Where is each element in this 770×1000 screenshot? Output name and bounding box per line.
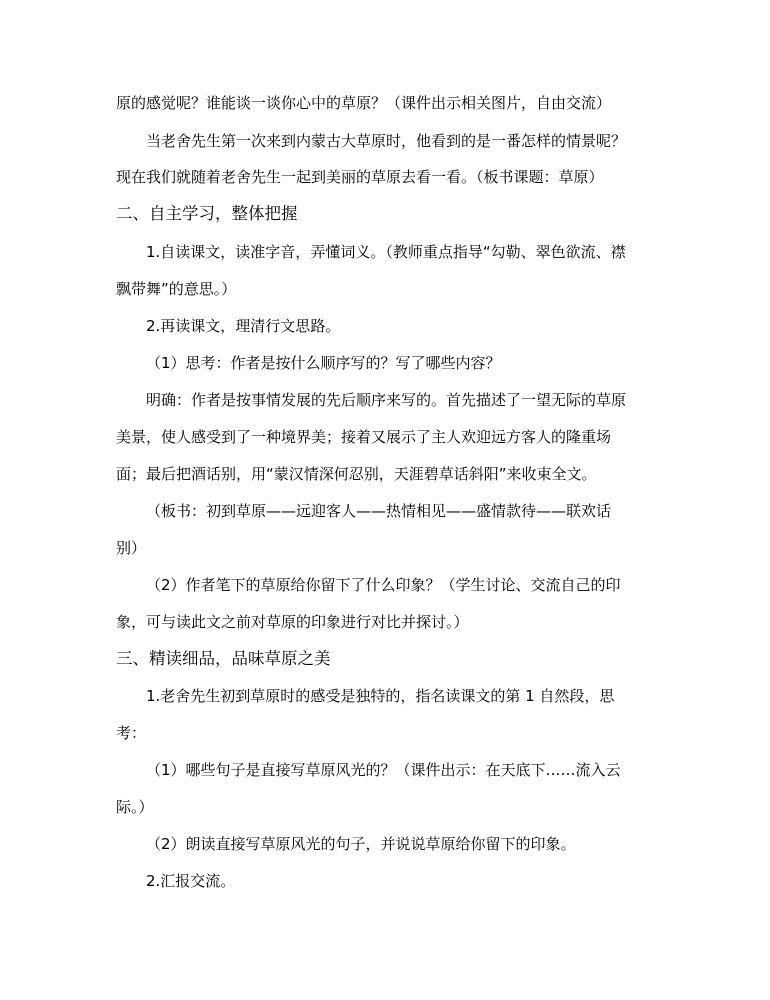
paragraph-line: 现在我们就随着老舍先生一起到美丽的草原去看一看。（板书课题：草原） <box>116 168 604 186</box>
paragraph-line: （2）作者笔下的草原给你留下了什么印象？（学生讨论、交流自己的印 <box>146 576 621 594</box>
paragraph-line: 面；最后把酒话别，用“蒙汉情深何忍别，天涯碧草话斜阳”来收束全文。 <box>116 465 597 483</box>
paragraph-line: 别） <box>116 539 147 557</box>
paragraph-line: 原的感觉呢？谁能谈一谈你心中的草原？（课件出示相关图片，自由交流） <box>116 94 612 112</box>
paragraph-line: 考： <box>116 724 147 742</box>
section-heading: 三、精读细品，品味草原之美 <box>116 649 331 668</box>
paragraph-line: 1.老舍先生初到草原时的感受是独特的，指名读课文的第 1 自然段，思 <box>146 687 615 705</box>
paragraph-line: （板书：初到草原——远迎客人——热情相见——盛情款待——联欢话 <box>146 502 612 520</box>
paragraph-line: 当老舍先生第一次来到内蒙古大草原时，他看到的是一番怎样的情景呢？ <box>146 132 627 150</box>
paragraph-line: 象，可与读此文之前对草原的印象进行对比并探讨。） <box>116 613 469 631</box>
paragraph-line: （1）思考：作者是按什么顺序写的？写了哪些内容？ <box>146 354 501 372</box>
paragraph-line: 飘带舞”的意思。） <box>116 280 237 298</box>
paragraph-line: 美景，使人感受到了一种境界美；接着又展示了主人欢迎远方客人的隆重场 <box>116 428 612 446</box>
paragraph-line: 明确：作者是按事情发展的先后顺序来写的。首先描述了一望无际的草原 <box>146 391 627 409</box>
paragraph-line: 2.汇报交流。 <box>146 872 236 890</box>
section-heading: 二、自主学习，整体把握 <box>116 204 298 223</box>
paragraph-line: （2）朗读直接写草原风光的句子，并说说草原给你留下的印象。 <box>146 835 576 853</box>
paragraph-line: （1）哪些句子是直接写草原风光的？（课件出示：在天底下……流入云 <box>146 761 621 779</box>
paragraph-line: 际。） <box>116 798 154 816</box>
paragraph-line: 2.再读课文，理清行文思路。 <box>146 317 341 335</box>
paragraph-line: 1.自读课文，读准字音，弄懂词义。（教师重点指导“勾勒、翠色欲流、襟 <box>146 243 626 261</box>
